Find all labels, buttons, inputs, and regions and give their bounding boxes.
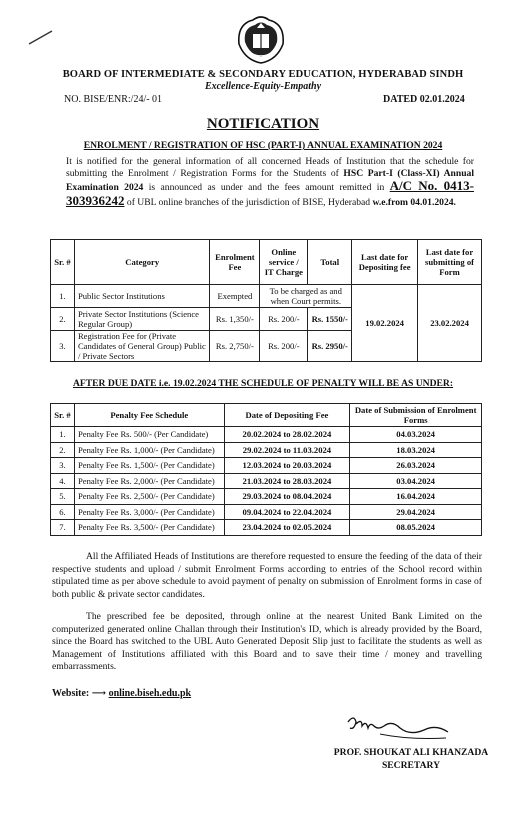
notification-date: DATED 02.01.2024: [383, 94, 465, 105]
header-penalty-schedule: Penalty Fee Schedule: [74, 404, 224, 427]
board-logo-seal: [233, 14, 289, 66]
arrow-right-icon: ⟶: [91, 688, 107, 699]
row-penalty: Penalty Fee Rs. 1,500/- (Per Candidate): [74, 458, 224, 474]
row-submission: 16.04.2024: [350, 489, 482, 505]
row-total: Rs. 2950/-: [308, 331, 352, 362]
header-online-charge: Online service / IT Charge: [260, 240, 308, 285]
row-fee: Rs. 2,750/-: [210, 331, 260, 362]
intro-text-3: of UBL online branches of the jurisdiction of BISE, Hyderabad: [124, 196, 373, 208]
row-submission: 26.03.2024: [350, 458, 482, 474]
table-row: [51, 442, 482, 458]
header-date-submission: Date of Submission of Enrolment Forms: [350, 404, 482, 427]
intro-text-1: It is notified for the general information of all concerned Heads of Institution that the schedule for submitting the Enrolment / Registration Forms for the Students of: [66, 156, 474, 180]
row-penalty: Penalty Fee Rs. 3,500/- (Per Candidate): [74, 520, 224, 536]
row-depositing: 29.03.2024 to 08.04.2024: [224, 489, 350, 505]
table-row: [51, 489, 482, 505]
signatory-designation: SECRETARY: [381, 760, 441, 771]
header-last-date-submitting: Last date for submitting of Form: [418, 240, 482, 285]
website-line: [52, 688, 191, 699]
table-row: [51, 458, 482, 474]
row-sr: 3.: [51, 458, 75, 474]
row-penalty: Penalty Fee Rs. 2,500/- (Per Candidate): [74, 489, 224, 505]
row-sr: 1.: [51, 285, 75, 308]
row-penalty: Penalty Fee Rs. 3,000/- (Per Candidate): [74, 504, 224, 520]
header-sr: Sr. #: [51, 240, 75, 285]
instruction-paragraph-1: All the Affiliated Heads of Institutions are therefore requested to ensure the feeding of the data of their respective students and upload / submit Enrolment Forms according to entries of the School record within stipulated time as per above schedule to avoid payment of penalty on submission of Enrolment forms in case of both public & private sector candidates.: [52, 551, 482, 600]
row-total: Rs. 1550/-: [308, 308, 352, 331]
website-link[interactable]: online.biseh.edu.pk: [108, 688, 192, 699]
row-fee: Exempted: [210, 285, 260, 308]
table-row: [51, 285, 482, 308]
row-penalty: Penalty Fee Rs. 500/- (Per Candidate): [74, 427, 224, 443]
last-date-submitting: 23.02.2024: [418, 285, 482, 362]
header-category: Category: [74, 240, 209, 285]
intro-paragraph: [66, 156, 474, 209]
row-depositing: 21.03.2024 to 28.03.2024: [224, 473, 350, 489]
row-depositing: 09.04.2024 to 22.04.2024: [224, 504, 350, 520]
penalty-table: [50, 403, 482, 536]
row-sr: 3.: [51, 331, 75, 362]
row-sr: 2.: [51, 442, 75, 458]
row-submission: 08.05.2024: [350, 520, 482, 536]
row-depositing: 12.03.2024 to 20.03.2024: [224, 458, 350, 474]
row-category: Registration Fee for (Private Candidates of General Group) Public / Private Sectors: [74, 331, 209, 362]
page-title: NOTIFICATION: [206, 116, 320, 132]
row-sr: 1.: [51, 427, 75, 443]
signature-image: [340, 712, 456, 744]
intro-bold-effective-date: w.e.from 04.01.2024.: [372, 196, 456, 208]
penalty-table-header: [51, 404, 482, 427]
pen-stroke-mark: [28, 28, 54, 46]
row-submission: 04.03.2024: [350, 427, 482, 443]
header-enrolment-fee: Enrolment Fee: [210, 240, 260, 285]
header-last-date-depositing: Last date for Depositing fee: [352, 240, 418, 285]
intro-bold-exam: HSC Part-I (Class-XI) Annual Examination 2024: [66, 168, 474, 194]
fee-table-header: [51, 240, 482, 285]
header-total: Total: [308, 240, 352, 285]
board-motto: Excellence-Equity-Empathy: [204, 81, 322, 92]
last-date-depositing: 19.02.2024: [352, 285, 418, 362]
row-submission: 18.03.2024: [350, 442, 482, 458]
row-depositing: 29.02.2024 to 11.03.2024: [224, 442, 350, 458]
table-row: [51, 473, 482, 489]
row-sr: 4.: [51, 473, 75, 489]
row-online-note: To be charged as and when Court permits.: [260, 285, 352, 308]
penalty-heading: AFTER DUE DATE i.e. 19.02.2024 THE SCHEDULE OF PENALTY WILL BE AS UNDER:: [72, 378, 454, 389]
row-online-charge: Rs. 200/-: [260, 331, 308, 362]
instruction-paragraph-2: The prescribed fee be deposited, through online at the nearest United Bank Limited on the computerized generated online Challan through their Institution's ID, which is already provided by the Board, since the Board has switched to the UBL Auto Generated Deposit Slip just to facilitate the students as well as Management of Institutions affiliated with this Board and to save their time / money and travelling embarrassments.: [52, 611, 482, 672]
row-category: Public Sector Institutions: [74, 285, 209, 308]
row-penalty: Penalty Fee Rs. 2,000/- (Per Candidate): [74, 473, 224, 489]
row-penalty: Penalty Fee Rs. 1,000/- (Per Candidate): [74, 442, 224, 458]
row-online-charge: Rs. 200/-: [260, 308, 308, 331]
header-sr: Sr. #: [51, 404, 75, 427]
row-depositing: 20.02.2024 to 28.02.2024: [224, 427, 350, 443]
table-row: [51, 427, 482, 443]
signatory-name: PROF. SHOUKAT ALI KHANZADA: [333, 747, 489, 758]
row-sr: 6.: [51, 504, 75, 520]
row-fee: Rs. 1,350/-: [210, 308, 260, 331]
bank-account-number: A/C No. 0413-303936242: [66, 178, 474, 208]
website-label: Website:: [52, 688, 90, 699]
row-sr: 7.: [51, 520, 75, 536]
row-submission: 03.04.2024: [350, 473, 482, 489]
fee-table: [50, 239, 482, 362]
table-row: [51, 504, 482, 520]
row-sr: 2.: [51, 308, 75, 331]
row-submission: 29.04.2024: [350, 504, 482, 520]
intro-text-2: is announced as under and the fees amount remitted in: [143, 182, 390, 194]
row-sr: 5.: [51, 489, 75, 505]
board-name: BOARD OF INTERMEDIATE & SECONDARY EDUCATION, HYDERABAD SINDH: [62, 69, 464, 80]
reference-number: NO. BISE/ENR:/24/- 01: [64, 94, 163, 105]
notification-subject: ENROLMENT / REGISTRATION OF HSC (PART-I) ANNUAL EXAMINATION 2024: [83, 140, 443, 151]
header-date-depositing: Date of Depositing Fee: [224, 404, 350, 427]
row-category: Private Sector Institutions (Science Regular Group): [74, 308, 209, 331]
row-depositing: 23.04.2024 to 02.05.2024: [224, 520, 350, 536]
table-row: [51, 520, 482, 536]
